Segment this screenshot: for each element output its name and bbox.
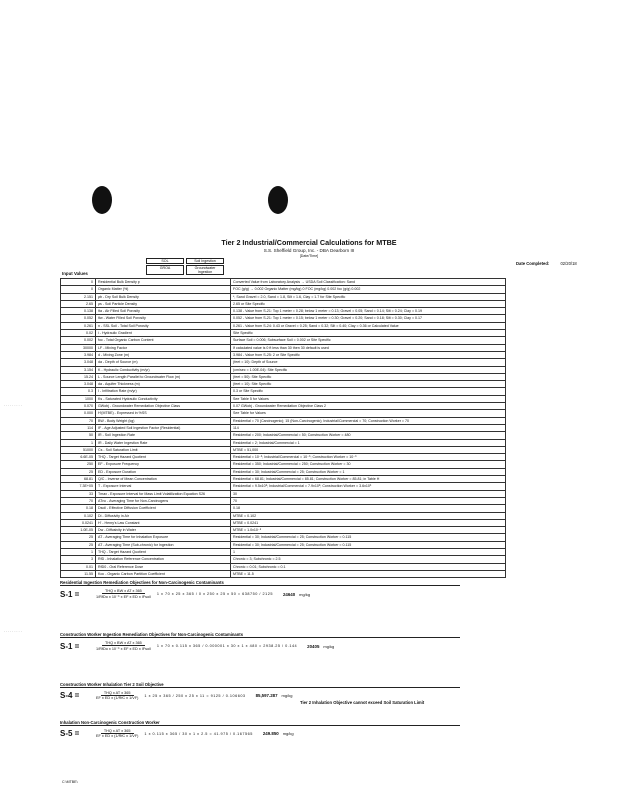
equation-result: 24640	[282, 591, 296, 597]
input-description: Cs - Soil Saturation Limit	[96, 446, 231, 453]
input-row	[61, 519, 506, 526]
equation-block	[60, 720, 460, 738]
footer-path: C:\MTBE\	[62, 780, 78, 784]
input-description: THQ - Target Hazard Quotient	[96, 548, 231, 555]
input-row	[61, 461, 506, 468]
legend	[146, 258, 224, 276]
input-description: ρb - Dry Soil Bulk Density	[96, 293, 231, 300]
input-row	[61, 337, 506, 344]
equation-unit: mg/kg	[323, 643, 335, 649]
legend-value: Soil Ingestion	[186, 258, 224, 264]
input-value: 7.3E+05	[61, 483, 96, 490]
equation-row	[60, 729, 460, 738]
equation-block	[60, 632, 460, 651]
input-note: Residential = 30; Industrial/Commercial = 25; Construction Worker = 0.115	[231, 534, 506, 541]
equation-numerator: THQ x BW x AT x 365	[102, 589, 145, 594]
equation-unit: mg/kg	[299, 591, 311, 597]
input-description: H' - Henry's Law Constant	[96, 519, 231, 526]
input-value: 25	[61, 468, 96, 475]
input-note: 70	[231, 497, 506, 504]
input-note: MTBE = 0.102	[231, 512, 506, 519]
legend-row	[146, 258, 224, 264]
input-row	[61, 344, 506, 351]
input-value: 0.002	[61, 337, 96, 344]
input-description: GWobj - Groundwater Remediation Objective Class	[96, 403, 231, 410]
equation-unit: mg/kg	[282, 731, 294, 736]
legend-value: Groundwater Ingestion	[186, 265, 224, 275]
input-description: d - Mixing Zone (m)	[96, 351, 231, 358]
input-description: T - Exposure Interval	[96, 483, 231, 490]
equation-values: 1 x 70 x 0.115 x 365 / 0.000001 x 30 x 1 x 480 = 2938.25 / 0.144	[156, 644, 298, 648]
input-row	[61, 556, 506, 563]
input-value: 250	[61, 461, 96, 468]
equation-numerator: THQ x AT x 365	[101, 691, 134, 696]
legend-label: GROA	[146, 265, 184, 275]
input-note: (feet = 10): Depth of Source	[231, 359, 506, 366]
input-value: 114	[61, 424, 96, 431]
equation-heading: Construction Worker Inhalation Tier 2 Soil Objective	[60, 682, 460, 688]
equation-result: 20405	[307, 643, 320, 649]
input-row	[61, 373, 506, 380]
input-note: Residential = 200; Industrial/Commercial = 50; Construction Worker = 480	[231, 432, 506, 439]
input-value: 15.24	[61, 373, 96, 380]
equation-name: S-5 =	[60, 729, 80, 738]
equation-heading: Inhalation Non-Carcinogenic Construction Worker	[60, 720, 460, 726]
input-description: RfD0 - Oral Reference Dose	[96, 563, 231, 570]
equation-numerator: THQ x BW x AT x 365	[102, 641, 145, 646]
input-description: Ks - Saturated Hydraulic Conductivity	[96, 395, 231, 402]
input-value: 0.261	[61, 322, 96, 329]
date-completed	[516, 261, 577, 266]
legend-row	[146, 265, 224, 275]
input-description: Di - Diffusivity in Air	[96, 512, 231, 519]
input-value: 0.0241	[61, 519, 96, 526]
input-description: I - Infiltration Rate (m/yr)	[96, 388, 231, 395]
input-value: 0	[61, 286, 96, 293]
input-row	[61, 541, 506, 548]
input-note: 1	[231, 548, 506, 555]
input-row	[61, 512, 506, 519]
equation-denominator: EF x ED x (1/RfC x 1/VF)	[96, 734, 139, 738]
input-note: Residential = 68.81; Industrial/Commercial = 85.81; Construction Worker = 85.81; in Table H	[231, 476, 506, 483]
input-description: IF - Age Adjusted Soil Ingestion Factor (Residential)	[96, 424, 231, 431]
equation-result: 85,597.287	[255, 693, 278, 698]
punch-hole-left	[92, 186, 112, 214]
input-description: Residential Bulk Density p	[96, 279, 231, 286]
input-value: 0.18	[61, 505, 96, 512]
input-value: 1.0E-05	[61, 527, 96, 534]
page-subtitle: S.S. Sheffield Group, Inc. - DBA Dearborn III	[263, 248, 355, 253]
input-row	[61, 563, 506, 570]
input-description: ρs - Soil Particle Density	[96, 300, 231, 307]
equation-heading: Construction Worker Ingestion Remediation Objectives for Non-Carcinogenic Contaminants	[60, 632, 460, 638]
equation-values: 1 x 25 x 365 / 250 x 25 x 11 = 9125 / 0.106603	[144, 693, 246, 698]
input-note: *, Sand Gravel = 2.0, Sand = 1.8, Silt = 1.6, Clay = 1.7 for Site Specific	[231, 293, 506, 300]
punch-hole-right	[268, 186, 288, 214]
input-row	[61, 534, 506, 541]
input-row	[61, 417, 506, 424]
input-description: IR - Daily Water Ingestion Rate	[96, 439, 231, 446]
input-description: IR - Soil Ingestion Rate	[96, 432, 231, 439]
input-row	[61, 468, 506, 475]
input-row	[61, 439, 506, 446]
equation-row	[60, 589, 460, 599]
input-description: L - Source Length Parallel to Groundwater Flow (m)	[96, 373, 231, 380]
equation-unit: mg/kg	[281, 693, 293, 698]
input-value: 0.138	[61, 308, 96, 315]
input-description: RfD - Inhalation Reference Concentration	[96, 556, 231, 563]
equation-fraction	[96, 641, 151, 651]
margin-mark: · · · · · · · · ·	[4, 404, 22, 408]
equation-heading: Residential Ingestion Remediation Objectives for Non-Carcinogenic Contaminants	[60, 580, 460, 586]
equation-fraction	[96, 589, 151, 599]
input-row	[61, 315, 506, 322]
input-description: ED - Exposure Duration	[96, 468, 231, 475]
input-description: Tmax - Exposure Interval for Mass Limit Volatilization Equation S26	[96, 490, 231, 497]
legend-label: SOL	[146, 258, 184, 264]
input-value: 1	[61, 439, 96, 446]
input-description: Dw - Diffusivity in Water	[96, 527, 231, 534]
input-value: 30000	[61, 344, 96, 351]
input-value: 0.102	[61, 512, 96, 519]
input-description: LF - Mixing Factor	[96, 344, 231, 351]
input-row	[61, 424, 506, 431]
input-row	[61, 308, 506, 315]
input-note: Residential = 10⁻⁶; Industrial/Commercial = 10⁻⁶; Construction Worker = 10⁻⁶	[231, 454, 506, 461]
equation-name: S-1 =	[60, 641, 80, 651]
input-row	[61, 454, 506, 461]
input-note: 0.18	[231, 505, 506, 512]
input-row	[61, 330, 506, 337]
input-description: AT - Averaging Time for Inhalation Exposure	[96, 534, 231, 541]
input-value: 0.02	[61, 330, 96, 337]
input-description: i - Hydraulic Gradient	[96, 330, 231, 337]
input-value: 3.984	[61, 351, 96, 358]
input-description: Koc - Organic Carbon Partition Coefficient	[96, 570, 231, 577]
input-note: If calculated value is 0 ft less than 30 then 30 default is used	[231, 344, 506, 351]
equation-row	[60, 641, 460, 651]
input-note: (feet = 10): Site Specific	[231, 381, 506, 388]
input-row	[61, 300, 506, 307]
input-note: Residential = 2; Industrial/Commercial = 1	[231, 439, 506, 446]
input-description: n - SSL Soil - Total Soil Porosity	[96, 322, 231, 329]
input-note: Residential = 30; Industrial/Commercial = 25; Construction Worker = 0.115	[231, 541, 506, 548]
input-note: 0.07 GWobj - Groundwater Remediation Objective Class 2	[231, 403, 506, 410]
equation-block	[60, 580, 460, 599]
input-value: 1000	[61, 395, 96, 402]
input-note: Surface Soil = 0.006; Subsurface Soil = 0.002 or Site Specific	[231, 337, 506, 344]
input-description: Dsoil - Effective Diffusion Coefficient	[96, 505, 231, 512]
margin-mark: · · · · · · · · ·	[4, 630, 22, 634]
input-row	[61, 293, 506, 300]
input-description: da - Depth of Source (m)	[96, 359, 231, 366]
inputs-table	[60, 278, 506, 578]
input-description: EF - Exposure Frequency	[96, 461, 231, 468]
input-description: BW - Body Weight (kg)	[96, 417, 231, 424]
input-note: Residential = 70 (Carcinogenic); 15 (Non-Carcinogenic); Industrial/Commercial = 70; Construction Worker = 70	[231, 417, 506, 424]
input-value: 25	[61, 541, 96, 548]
input-description: θa - Air Filled Soil Porosity	[96, 308, 231, 315]
equation-result: 249.850	[262, 731, 279, 736]
input-value: 11.55	[61, 570, 96, 577]
input-value: 2.65	[61, 300, 96, 307]
input-row	[61, 279, 506, 286]
input-value: 0.000	[61, 410, 96, 417]
equation-note: Tier 2 Inhalation Objective cannot exceed Soil Saturation Limit	[300, 700, 425, 705]
input-value: 0.070	[61, 403, 96, 410]
input-description: θw - Water Filled Soil Porosity	[96, 315, 231, 322]
input-description: AT - Averaging Time (Sub-chronic) for Ingestion	[96, 541, 231, 548]
input-value: 3.048	[61, 359, 96, 366]
input-value: 3	[61, 556, 96, 563]
input-description: H'(MTBE) - Expressed in %SS	[96, 410, 231, 417]
equation-denominator: EF x ED x (1/RfC x 1/VF)	[96, 696, 139, 700]
input-description: THQ - Target Hazard Quotient	[96, 454, 231, 461]
equation-values: 1 x 70 x 25 x 365 / 0 x 250 x 25 x 50 = 638750 / 2125	[156, 592, 273, 596]
input-value: 70	[61, 497, 96, 504]
date-completed-value: 02/20/18	[560, 261, 577, 266]
input-note: 3.984 - Value from S-25: 2 or Site Specific	[231, 351, 506, 358]
equation-row	[60, 691, 460, 700]
input-note: MTBE = 51,000	[231, 446, 506, 453]
input-row	[61, 381, 506, 388]
input-note: Site Specific	[231, 330, 506, 337]
equation-denominator: 1/RfDo x 10⁻⁶ x EF x ED x IFsoil	[96, 595, 151, 599]
input-note: Residential = 9.5x10⁸; Industrial/Commercial = 7.9x10⁸; Construction Worker = 3.6x10⁶	[231, 483, 506, 490]
input-description: Organic Matter (%)	[96, 286, 231, 293]
input-note: 114	[231, 424, 506, 431]
input-value: 50	[61, 432, 96, 439]
input-note: 30	[231, 490, 506, 497]
input-note: 0.052 - Value from S-21: Top 1 meter = 0.15; below 1 meter = 0.30; Gravel = 0.20; Sand = 0.18; Silt = 0.30; Clay = 0.17	[231, 315, 506, 322]
input-note: 0.261 - Value from S-24: 0.43 or Gravel = 0.25; Sand = 0.32; Silt = 0.40; Clay = 0.36 or Calculated Value	[231, 322, 506, 329]
date-line: [Date/Time]	[299, 254, 319, 258]
input-value: 68.81	[61, 476, 96, 483]
input-row	[61, 351, 506, 358]
date-completed-label: Date Completed:	[516, 261, 550, 266]
input-note: See Table for Values	[231, 410, 506, 417]
input-note: (cm/sec = 1.00E-04): Site Specific	[231, 366, 506, 373]
input-row	[61, 410, 506, 417]
input-note: 0.138 - Value from S-21: Top 1 meter = 0.28; below 1 meter = 0.13; Gravel = 0.05; Sand = 0.14; Silt = 0.24; Clay = 0.19	[231, 308, 506, 315]
input-note: MTBE = 11.5	[231, 570, 506, 577]
input-value: 70	[61, 417, 96, 424]
input-note: 2.65 or Site Specific	[231, 300, 506, 307]
input-note: Residential = 30; Industrial/Commercial = 25; Construction Worker = 1	[231, 468, 506, 475]
input-row	[61, 359, 506, 366]
input-description: foc - Total Organic Carbon Content	[96, 337, 231, 344]
input-value: 51000	[61, 446, 96, 453]
input-value: 3.048	[61, 381, 96, 388]
equation-block	[60, 682, 460, 705]
input-value: 2.151	[61, 293, 96, 300]
inputs-heading: Input Values	[62, 271, 88, 276]
input-description: ATnc - Averaging Time for Non-Carcinogens	[96, 497, 231, 504]
input-note: 0.3 or Site Specific	[231, 388, 506, 395]
equation-fraction	[96, 691, 138, 700]
input-row	[61, 570, 506, 577]
input-value: 0.01	[61, 563, 96, 570]
input-note: Residential = 350; Industrial/Commercial = 250; Construction Worker = 30	[231, 461, 506, 468]
input-row	[61, 388, 506, 395]
input-row	[61, 403, 506, 410]
input-note: Converted Value from Laboratory Analysis → USDA Soil Classification: Sand	[231, 279, 506, 286]
input-note: (feet = 50): Site Specific	[231, 373, 506, 380]
input-value: 6.6E-05	[61, 454, 96, 461]
equation-name: S-1 =	[60, 589, 80, 599]
input-note: Chronic = 0.01; Subchronic = 0.1	[231, 563, 506, 570]
input-note: Chronic = 3; Subchronic = 2.5	[231, 556, 506, 563]
input-row	[61, 286, 506, 293]
input-row	[61, 548, 506, 555]
input-note: MTBE = 0.0241	[231, 519, 506, 526]
input-row	[61, 322, 506, 329]
input-row	[61, 432, 506, 439]
equation-denominator: 1/RfDo x 10⁻⁶ x EF x ED x IFsoil	[96, 647, 151, 651]
input-row	[61, 527, 506, 534]
equation-values: 1 x 0.115 x 365 / 30 x 1 x 2.5 = 41.975 / 0.167565	[144, 731, 253, 736]
equation-name: S-4 =	[60, 691, 80, 700]
input-value: 25	[61, 534, 96, 541]
input-note: See Table 5 for Values	[231, 395, 506, 402]
equation-numerator: THQ x AT x 365	[101, 729, 134, 734]
equation-fraction	[96, 729, 138, 738]
input-value: 1	[61, 548, 96, 555]
input-value: 0	[61, 279, 96, 286]
input-row	[61, 366, 506, 373]
input-row	[61, 497, 506, 504]
input-value: 3.154	[61, 366, 96, 373]
input-value: 33	[61, 490, 96, 497]
page-title: Tier 2 Industrial/Commercial Calculations for MTBE	[221, 238, 397, 247]
input-description: Q/C - Inverse of Mean Concentration	[96, 476, 231, 483]
input-note: FOC (g/g) → 0.002 Organic Matter (mg/kg) 0 FOC (mg/kg) 0.002 foc (g/g) 0.002	[231, 286, 506, 293]
input-description: da - Aquifer Thickness (m)	[96, 381, 231, 388]
input-row	[61, 446, 506, 453]
input-value: 0.3	[61, 388, 96, 395]
input-description: K - Hydraulic Conductivity (m/yr)	[96, 366, 231, 373]
input-value: 0.052	[61, 315, 96, 322]
input-row	[61, 483, 506, 490]
input-note: MTBE = 1.0x10⁻⁵	[231, 527, 506, 534]
input-row	[61, 476, 506, 483]
input-row	[61, 490, 506, 497]
input-row	[61, 395, 506, 402]
input-row	[61, 505, 506, 512]
